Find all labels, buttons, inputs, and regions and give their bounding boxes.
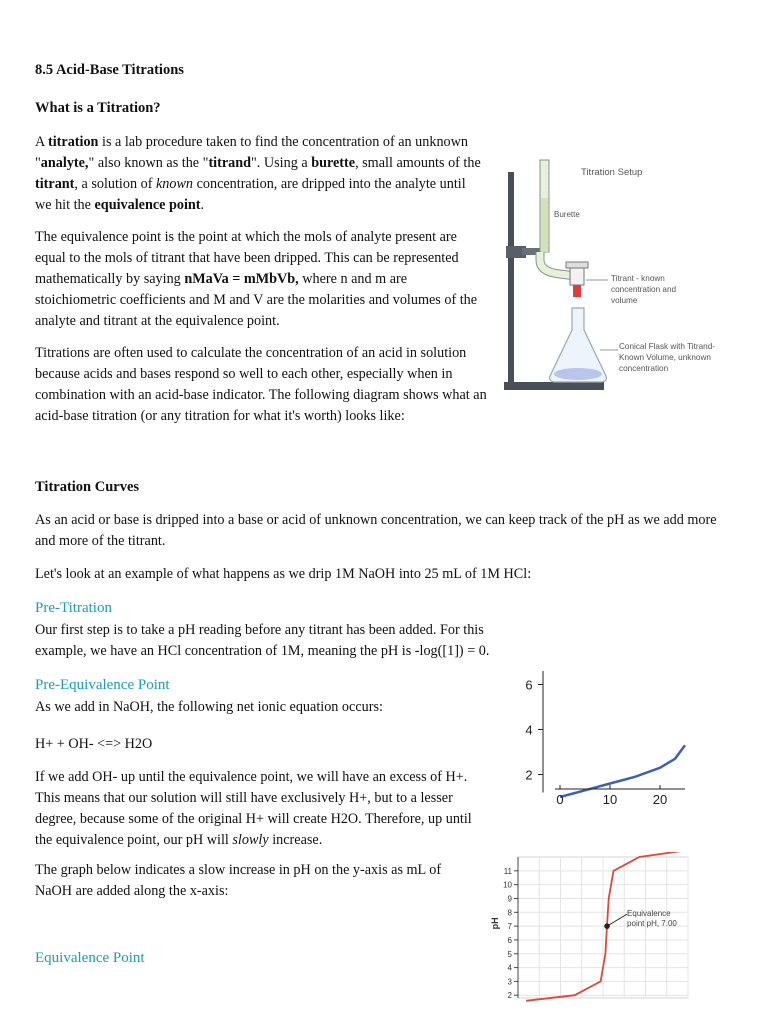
stand-base	[504, 382, 604, 390]
text-run: nMaVa = mMbVb,	[184, 271, 299, 287]
y-axis-label: pH	[490, 917, 500, 930]
text-run: If we add OH- up until the equivalence point, we will have an excess of H+. This means that our solution will still have exclusively H+, but to a lesser degree, because some of the original H+ will create H2O. Therefore, up until the equivalence point, our pH will	[35, 769, 472, 848]
net-ionic-equation: H+ + OH- <=> H2O	[35, 736, 153, 752]
annotation-label	[627, 909, 677, 928]
text-run: , small amounts of the	[355, 155, 481, 171]
annotation-line: point pH, 7.00	[627, 919, 677, 929]
y-tick-label: 7	[507, 922, 512, 932]
text-run: A	[35, 134, 49, 150]
stand-rod	[508, 172, 514, 390]
text-run: is a lab procedure taken to find the concentration of an unknown "	[35, 134, 468, 171]
page-title: 8.5 Acid-Base Titrations	[35, 62, 184, 78]
text-run: Titrations are often used to calculate the concentration of an acid in solution because acids and bases respond so well to each other, especially when in combination with an acid-base indicator. The following diagram shows what an acid-base titration (or any titration for what it's worth) looks like:	[35, 345, 487, 424]
text-run: slowly	[232, 832, 269, 848]
pre-equivalence-heading: Pre-Equivalence Point	[35, 677, 170, 693]
equivalence-heading: Equivalence Point	[35, 950, 145, 966]
curves-example: Let's look at an example of what happens as we drip 1M NaOH into 25 mL of 1M HCl:	[35, 566, 532, 582]
text-run: , a solution of	[74, 176, 156, 192]
text-run: titration	[48, 134, 99, 150]
equivalence-point-marker	[604, 923, 610, 929]
text-run: " also known as the "	[88, 155, 209, 171]
text-run: increase.	[268, 832, 323, 848]
setup-title: Titration Setup	[581, 167, 643, 178]
usage-paragraph	[35, 343, 490, 427]
x-tick-label: 20	[652, 792, 668, 807]
y-tick-label: 4	[507, 963, 512, 973]
text-run: The equivalence point is the point at which the mols of analyte present are equal to the mols of titrant that have been dripped. This can be represented mathematically by saying	[35, 229, 459, 287]
y-tick-label: 2	[507, 991, 512, 1001]
y-tick-label: 5	[507, 949, 512, 959]
pre-equivalence-explanation	[35, 767, 485, 851]
y-tick-label: 4	[525, 722, 533, 738]
y-tick-label: 3	[507, 977, 512, 987]
x-tick-label: 10	[602, 792, 618, 807]
y-tick-label: 2	[525, 767, 533, 783]
titrant-drip	[573, 285, 581, 297]
y-tick-label: 11	[503, 866, 512, 876]
text-run: burette	[311, 155, 356, 171]
annotation-line: Equivalence	[627, 909, 671, 919]
text-run: known	[155, 176, 194, 192]
y-tick-label: 9	[507, 894, 512, 904]
curves-intro: As an acid or base is dripped into a base or acid of unknown concentration, we can keep track of the pH as we add more and more of the titrant.	[35, 512, 717, 549]
titration-curve-chart	[488, 852, 698, 1002]
y-tick-label: 10	[503, 880, 512, 890]
flask-label: Conical Flask with Titrand- Known Volume, unknown concentration	[619, 342, 716, 373]
titration-setup-figure	[500, 150, 730, 400]
text-run: titrand	[208, 155, 251, 171]
pre-equivalence-text: As we add in NaOH, the following net ionic equation occurs:	[35, 699, 383, 715]
text-run: where n and m are stoichiometric coefficients and M and V are the molarities and volumes of the analyte and titrant at the equivalence point.	[35, 271, 478, 329]
pre-titration-heading: Pre-Titration	[35, 600, 112, 616]
text-run: .	[200, 197, 205, 213]
text-run: analyte,	[40, 155, 89, 171]
text-run: ". Using a	[251, 155, 312, 171]
y-tick-label: 6	[507, 935, 512, 945]
burette-label: Burette	[554, 210, 580, 219]
x-tick-label: 0	[556, 792, 564, 807]
y-tick-label: 8	[507, 908, 512, 918]
pre-titration-text: Our first step is to take a pH reading before any titrant has been added. For this example, we have an HCl concentration of 1M, meaning the pH is -log([1]) = 0.	[35, 622, 490, 659]
text-run: titrant	[35, 176, 75, 192]
titrand-liquid	[554, 368, 602, 380]
equivalence-paragraph	[35, 227, 480, 332]
graph-description: The graph below indicates a slow increase in pH on the y-axis as mL of NaOH are added along the x-axis:	[35, 862, 442, 899]
intro-paragraph	[35, 132, 485, 216]
y-tick-label: 6	[525, 677, 533, 693]
text-run: equivalence point	[94, 197, 201, 213]
pre-equivalence-chart	[520, 652, 690, 812]
titrant-label: Titrant - known concentration and volume	[611, 274, 677, 305]
what-heading: What is a Titration?	[35, 100, 161, 116]
text-run: concentration, are dripped into the analyte until we hit the	[35, 176, 466, 213]
curves-heading: Titration Curves	[35, 479, 140, 495]
